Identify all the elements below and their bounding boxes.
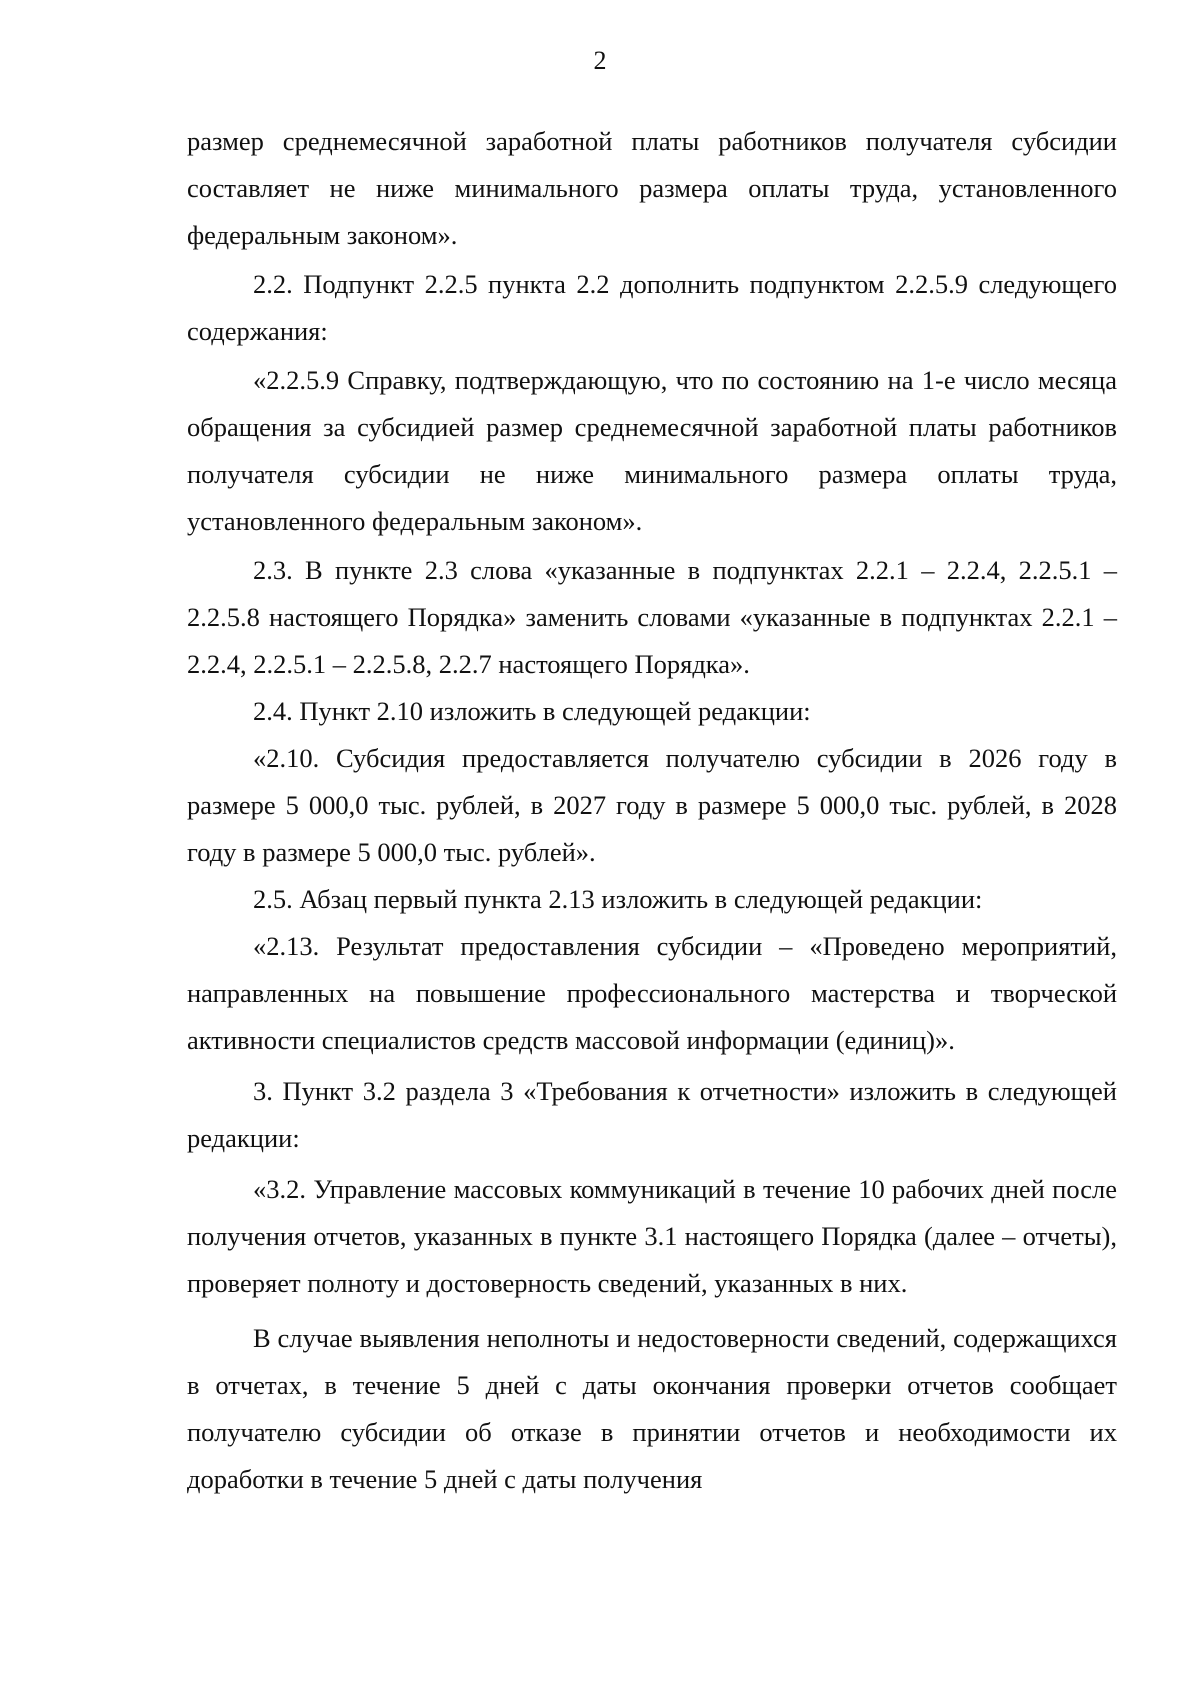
paragraph-3: 3. Пункт 3.2 раздела 3 «Требования к отчетности» изложить в следующей редакции: bbox=[187, 1076, 1117, 1153]
document-body bbox=[187, 118, 1117, 1503]
paragraph-2-5: 2.5. Абзац первый пункта 2.13 изложить в следующей редакции: bbox=[253, 884, 983, 914]
paragraph-3-2: «3.2. Управление массовых коммуникаций в течение 10 рабочих дней после получения отчетов, указанных в пункте 3.1 настоящего Порядка (далее – отчеты), проверяет полноту и достоверность сведений, указанных в них. bbox=[187, 1174, 1117, 1298]
paragraph-2-3: 2.3. В пункте 2.3 слова «указанные в подпунктах 2.2.1 – 2.2.4, 2.2.5.1 – 2.2.5.8 настоящего Порядка» заменить словами «указанные в подпунктах 2.2.1 – 2.2.4, 2.2.5.1 – 2.2.5.8, 2.2.7 настоящего Порядка». bbox=[187, 555, 1117, 679]
page-number: 2 bbox=[593, 46, 607, 75]
paragraph-2-2: 2.2. Подпункт 2.2.5 пункта 2.2 дополнить подпунктом 2.2.5.9 следующего содержания: bbox=[187, 269, 1117, 346]
paragraph-continuation: размер среднемесячной заработной платы работников получателя субсидии составляет не ниже минимального размера оплаты труда, установленного федеральным законом». bbox=[187, 126, 1117, 250]
paragraph-2-13: «2.13. Результат предоставления субсидии – «Проведено мероприятий, направленных на повышение профессионального мастерства и творческой активности специалистов средств массовой информации (единиц)». bbox=[187, 931, 1117, 1055]
paragraph-2-2-5-9: «2.2.5.9 Справку, подтверждающую, что по состоянию на 1-е число месяца обращения за субсидией размер среднемесячной заработной платы работников получателя субсидии не ниже минимального размера оплаты труда, установленного федеральным законом». bbox=[187, 365, 1117, 536]
paragraph-2-4: 2.4. Пункт 2.10 изложить в следующей редакции: bbox=[253, 696, 811, 726]
paragraph-2-10: «2.10. Субсидия предоставляется получателю субсидии в 2026 году в размере 5 000,0 тыс. рублей, в 2027 году в размере 5 000,0 тыс. рублей, в 2028 году в размере 5 000,0 тыс. рублей». bbox=[187, 743, 1117, 867]
paragraph-incomplete-info: В случае выявления неполноты и недостоверности сведений, содержащихся в отчетах, в течение 5 дней с даты окончания проверки отчетов сообщает получателю субсидии об отказе в принятии отчетов и необходимости их доработки в течение 5 дней с даты получения bbox=[187, 1323, 1117, 1494]
